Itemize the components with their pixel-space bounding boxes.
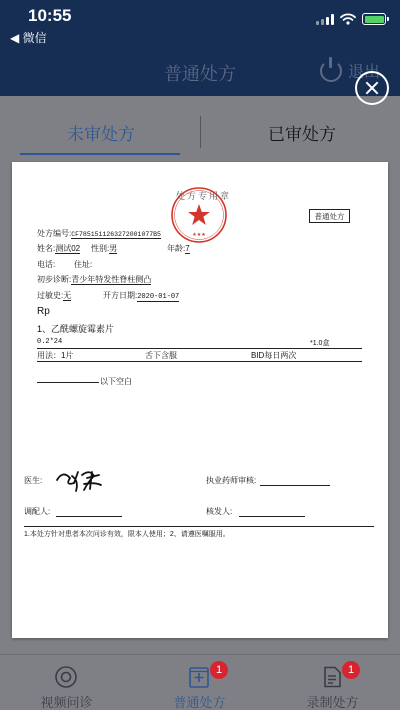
phone-label: 电话: bbox=[37, 260, 56, 269]
prescription-add-icon bbox=[187, 665, 211, 689]
sex-label: 性别: bbox=[91, 244, 110, 253]
route-text: 舌下含服 bbox=[145, 351, 177, 360]
blank-rule bbox=[37, 382, 99, 383]
bottom-nav-prescription[interactable] bbox=[133, 655, 266, 710]
age-value: 7 bbox=[185, 244, 190, 253]
age-label: 年龄: bbox=[167, 244, 186, 253]
exit-label: 退出 bbox=[347, 64, 380, 81]
prescription-number bbox=[37, 228, 161, 239]
close-preview-button[interactable] bbox=[355, 71, 389, 105]
tab-bar bbox=[0, 96, 400, 160]
date-label: 开方日期: bbox=[103, 291, 138, 300]
patient-age-field bbox=[167, 243, 190, 254]
checker-label: 核发人: bbox=[206, 507, 233, 516]
bottom-navigation bbox=[0, 654, 400, 710]
sex-value: 男 bbox=[109, 244, 118, 253]
svg-text:★★★: ★★★ bbox=[192, 232, 206, 238]
bottom-nav-label: 录制处方 bbox=[306, 695, 359, 710]
usage-text: 用法：1片 bbox=[37, 351, 74, 360]
address-label: 住址: bbox=[74, 260, 93, 269]
wifi-icon bbox=[340, 13, 356, 25]
drug-top-rule bbox=[37, 348, 362, 349]
doctor-signature-icon bbox=[54, 464, 104, 494]
battery-icon bbox=[362, 13, 386, 25]
pharmacist-label: 执业药师审核: bbox=[206, 476, 257, 485]
bottom-nav-record-prescription[interactable] bbox=[266, 655, 399, 710]
date-value: 2020-01-07 bbox=[137, 293, 180, 301]
checker-signature-line bbox=[239, 516, 305, 517]
name-label: 姓名: bbox=[37, 244, 56, 253]
patient-sex-field bbox=[91, 243, 117, 254]
status-icons bbox=[316, 13, 386, 25]
active-tab-indicator bbox=[20, 153, 180, 155]
allergy-value: 无 bbox=[63, 291, 72, 300]
pharmacist-signature-line bbox=[260, 485, 330, 486]
bottom-nav-video-consult[interactable] bbox=[0, 655, 133, 710]
seal-text: 处方专用章 bbox=[176, 191, 232, 201]
footer-rule bbox=[24, 526, 374, 527]
footer-note: 1.本处方针对患者本次问诊有效，限本人使用；2、请遵医嘱服用。 bbox=[24, 531, 230, 538]
drug-name: 1、乙酰螺旋霉素片 bbox=[37, 324, 115, 334]
video-consult-icon bbox=[54, 665, 78, 689]
status-bar bbox=[0, 0, 400, 46]
power-icon bbox=[320, 60, 342, 82]
name-value: 测试02 bbox=[55, 244, 81, 253]
rp-label: Rp bbox=[37, 306, 50, 317]
allergy-field bbox=[37, 290, 71, 301]
dispenser-signature-line bbox=[56, 516, 122, 517]
signal-icon bbox=[316, 14, 334, 25]
blank-below-text: 以下空白 bbox=[100, 377, 132, 386]
date-field bbox=[103, 290, 179, 301]
doctor-label: 医生: bbox=[24, 476, 43, 485]
notification-badge: 1 bbox=[210, 661, 228, 679]
prescription-document bbox=[12, 162, 388, 638]
prescription-type-box: 普通处方 bbox=[309, 209, 350, 223]
tab-reviewed[interactable]: 已审处方 bbox=[268, 125, 336, 144]
patient-name-field bbox=[37, 243, 80, 254]
frequency-text: BID每日两次 bbox=[251, 351, 297, 360]
drug-bottom-rule bbox=[37, 361, 362, 362]
back-to-wechat-link[interactable]: ◀ 微信 bbox=[10, 31, 47, 45]
notification-badge: 1 bbox=[342, 661, 360, 679]
diagnosis-label: 初步诊断: bbox=[37, 275, 72, 284]
page-title: 普通处方 bbox=[164, 64, 236, 84]
diagnosis-value: 青少年特发性脊柱侧凸 bbox=[71, 275, 152, 284]
dispenser-label: 调配人: bbox=[24, 507, 51, 516]
record-prescription-icon bbox=[320, 665, 344, 689]
bottom-nav-label: 普通处方 bbox=[173, 695, 226, 710]
drug-spec: 0.2*24 bbox=[37, 338, 63, 346]
tab-divider bbox=[200, 116, 201, 148]
bottom-nav-label: 视频问诊 bbox=[40, 695, 93, 710]
diagnosis-field bbox=[37, 274, 151, 285]
allergy-label: 过敏史: bbox=[37, 291, 64, 300]
status-time: 10:55 bbox=[28, 6, 72, 25]
number-value: CF7851511263272001077B5 bbox=[71, 231, 161, 238]
tab-unreviewed[interactable]: 未审处方 bbox=[67, 125, 135, 144]
drug-quantity: *1.0盒 bbox=[310, 340, 330, 347]
number-label: 处方编号: bbox=[37, 229, 72, 238]
